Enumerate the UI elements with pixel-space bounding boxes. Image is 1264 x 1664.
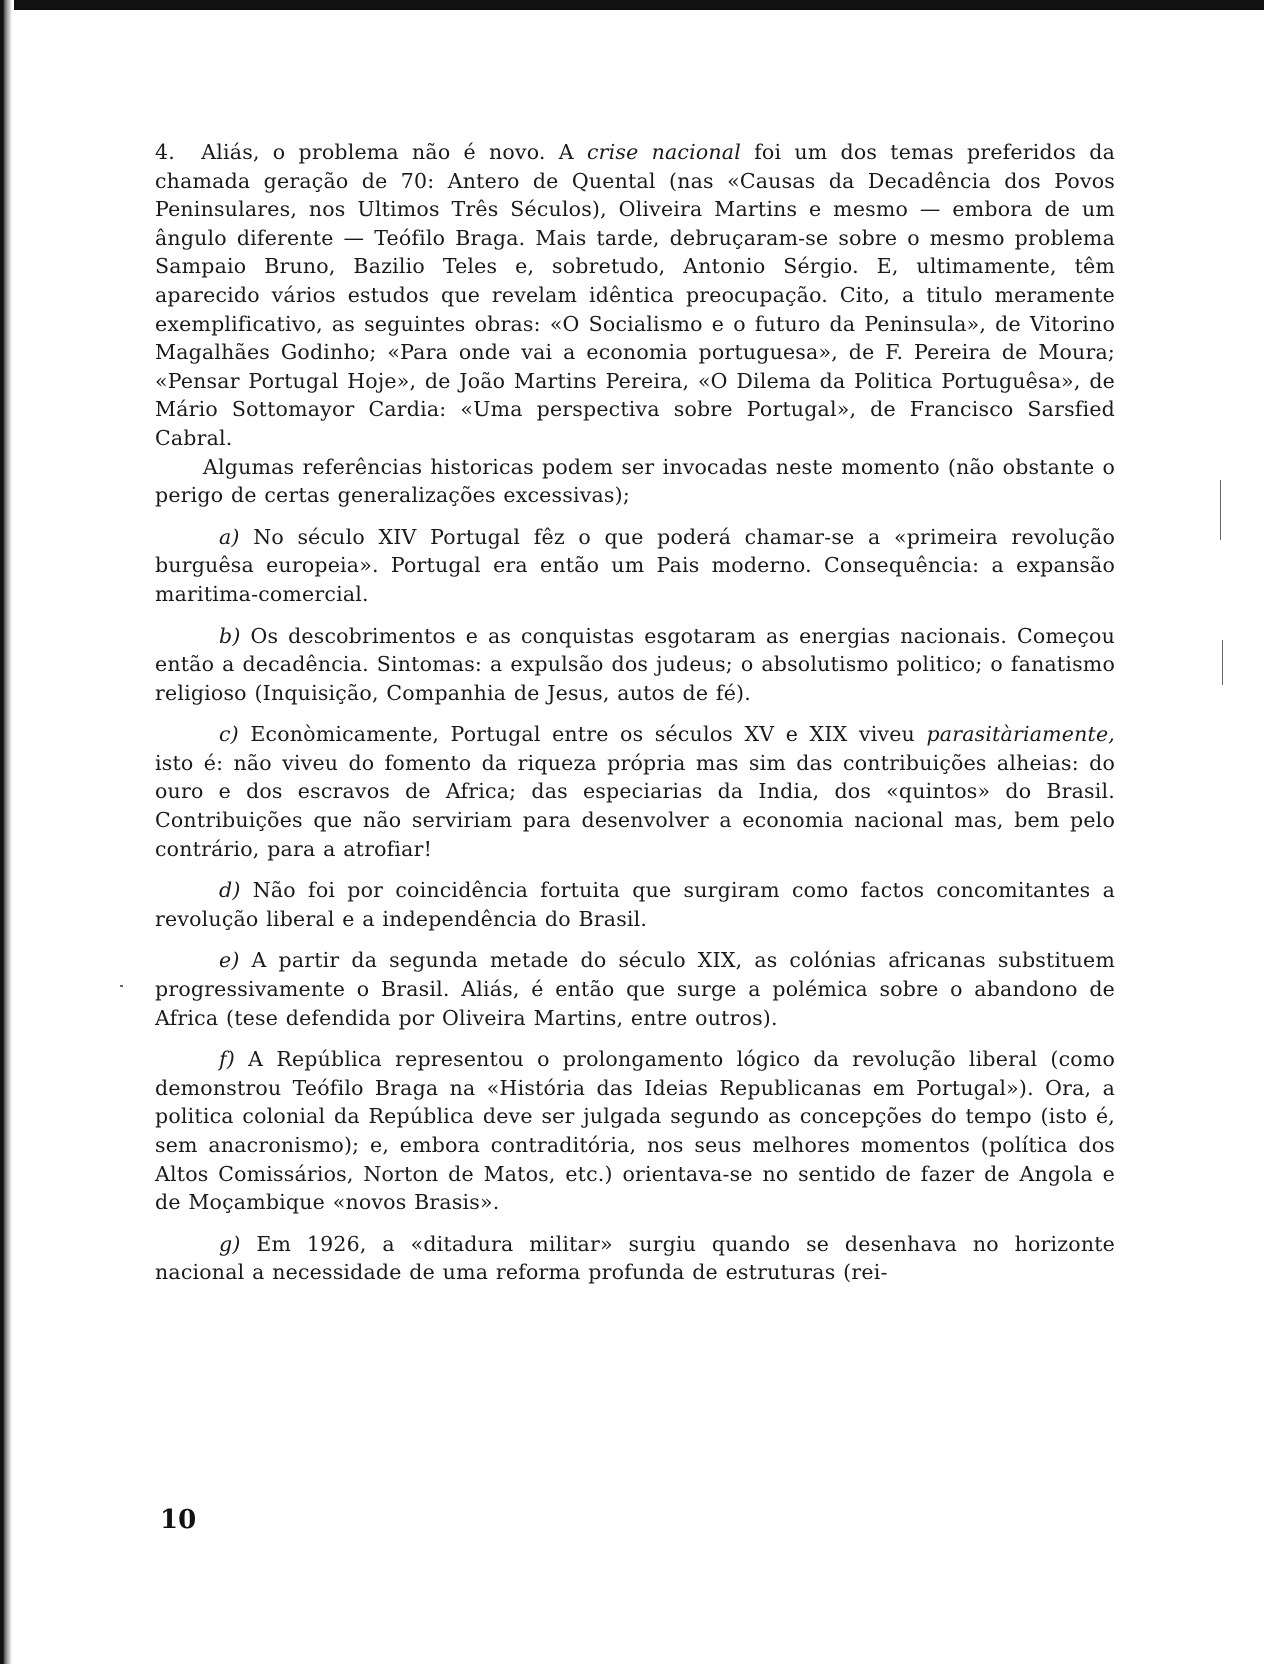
list-item-e [155, 946, 1115, 1032]
page-number: 10 [160, 1505, 197, 1535]
item-text: No século XIV Portugal fêz o que poderá chamar-se a «primeira revolução burguêsa europeia». Portugal era então um Pais moderno. Consequência: a expansão maritima-comercial. [155, 524, 1115, 606]
scan-border-left [0, 0, 14, 1664]
page-body [155, 138, 1115, 1287]
emphasis-crise-nacional: crise nacional [586, 140, 741, 164]
item-marker: d) [219, 878, 241, 903]
emphasis-parasitariamente: parasitàriamente, [926, 722, 1115, 747]
paragraph-number: 4. [155, 140, 175, 164]
list-item-c [155, 720, 1115, 863]
intro-paragraph: Algumas referências historicas podem ser invocadas neste momento (não obstante o perigo de certas generalizações excessivas); [155, 454, 1115, 508]
list-item-b [155, 622, 1115, 708]
list-item-g [155, 1230, 1115, 1287]
item-text-start: Econòmicamente, Portugal entre os séculos XV e XIX viveu [250, 722, 915, 747]
item-text: Os descobrimentos e as conquistas esgotaram as energias nacionais. Começou então a decadência. Sintomas: a expulsão dos judeus; o absolutismo politico; o fanatismo religioso (Inquisição, Companhia de Jesus, autos de fé). [155, 623, 1116, 705]
item-marker: f) [219, 1047, 235, 1072]
list-item-f [155, 1045, 1115, 1217]
scan-speck [120, 985, 123, 987]
list-item-d [155, 876, 1115, 933]
paragraph-4-text-rest: foi um dos temas preferidos da chamada geração de 70: Antero de Quental (nas «Causas da Decadência dos Povos Peninsulares, nos Ultimos Três Séculos), Oliveira Martins e mesmo — embora de um ângulo diferente — Teófilo Braga. Mais tarde, debruçaram-se sobre o mesmo problema Sampaio Bruno, Bazilio Teles e, sobretudo, Antonio Sérgio. E, ultimamente, têm aparecido vários estudos que revelam idêntica preocupação. Cito, a titulo meramente exemplificativo, as seguintes obras: «O Socialismo e o futuro da Peninsula», de Vitorino Magalhães Godinho; «Para onde vai a economia portuguesa», de F. Pereira de Moura; «Pensar Portugal Hoje», de João Martins Pereira, «O Dilema da Politica Portuguêsa», de Mário Sottomayor Cardia: «Uma perspectiva sobre Portugal», de Francisco Sarsfied Cabral. [155, 140, 1116, 450]
item-text-rest: isto é: não viveu do fomento da riqueza própria mas sim das contribuições alheias: do ouro e dos escravos de Africa; das especiarias da India, dos «quintos» do Brasil. Contribuições que não serviriam para desenvolver a economia nacional mas, bem pelo contrário, para a atrofiar! [155, 750, 1115, 861]
item-text: A República representou o prolongamento lógico da revolução liberal (como demonstrou Teófilo Braga na «História das Ideias Republicanas em Portugal»). Ora, a politica colonial da República deve ser julgada segundo as concepções do tempo (isto é, sem anacronismo); e, embora contraditória, nos seus melhores momentos (política dos Altos Comissários, Norton de Matos, etc.) orientava-se no sentido de fazer de Angola e de Moçambique «novos Brasis». [155, 1047, 1116, 1215]
item-marker: a) [219, 524, 240, 549]
scan-speck [1222, 640, 1223, 685]
scan-border-top [0, 0, 1264, 10]
item-text: Não foi por coincidência fortuita que surgiram como factos concomitantes a revolução liberal e a independência do Brasil. [155, 878, 1115, 931]
item-marker: b) [219, 623, 241, 648]
paragraph-4 [155, 138, 1115, 453]
item-marker: g) [219, 1231, 241, 1256]
item-text: Em 1926, a «ditadura militar» surgiu quando se desenhava no horizonte nacional a necessidade de uma reforma profunda de estruturas (rei- [155, 1231, 1115, 1285]
scan-speck [1220, 480, 1221, 540]
item-text: A partir da segunda metade do século XIX, as colónias africanas substituem progressivamente o Brasil. Aliás, é então que surge a polémica sobre o abandono de Africa (tese defendida por Oliveira Martins, entre outros). [155, 948, 1115, 1030]
item-marker: c) [219, 722, 239, 747]
item-marker: e) [219, 948, 240, 973]
list-item-a [155, 523, 1115, 609]
paragraph-4-text-start: Aliás, o problema não é novo. A [201, 140, 574, 164]
